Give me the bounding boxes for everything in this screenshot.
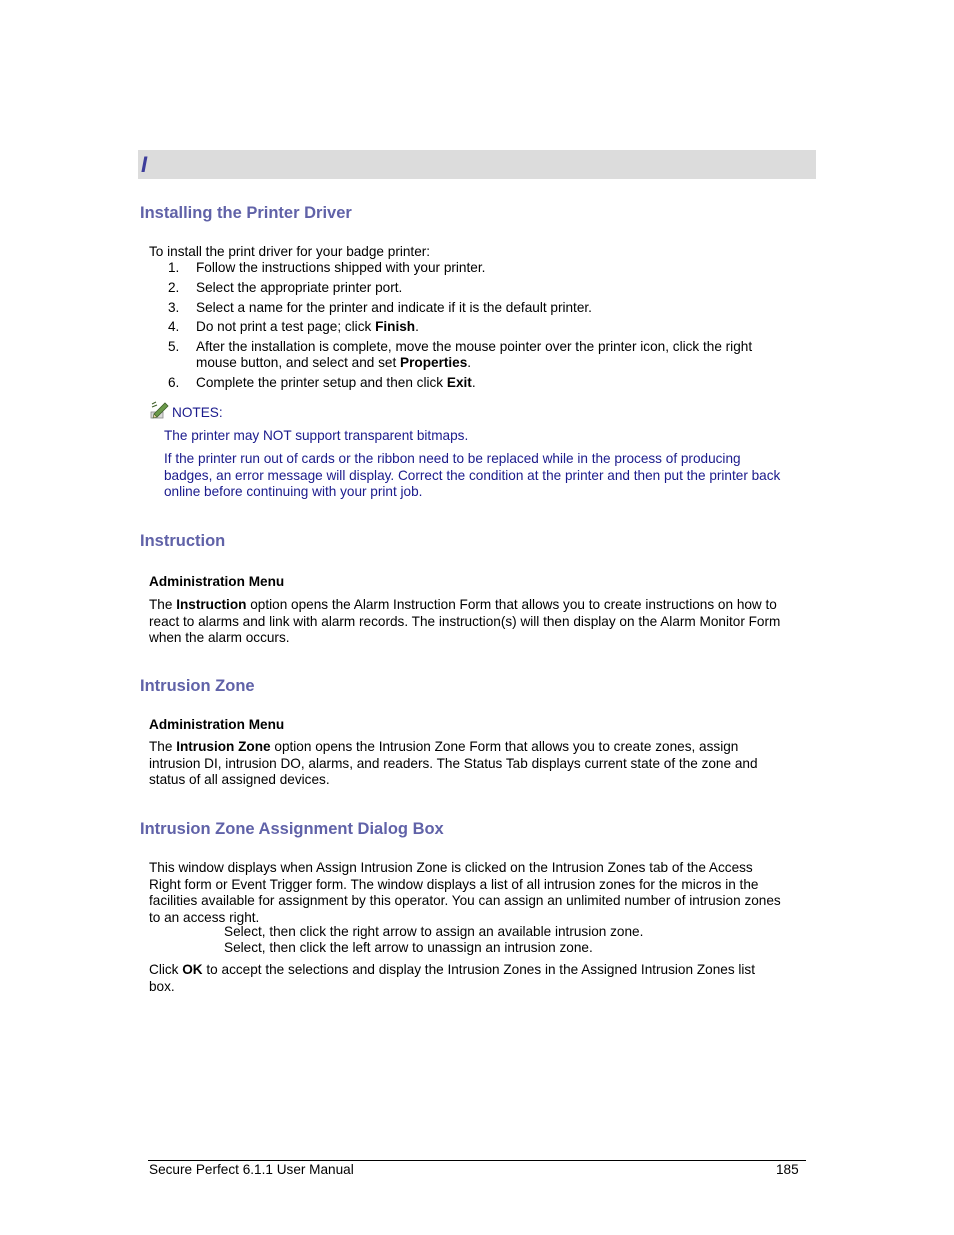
assignment-select-left: Select, then click the left arrow to unassign an intrusion zone. — [224, 940, 593, 955]
printer-heading: Installing the Printer Driver — [140, 204, 352, 222]
note-pencil-icon — [150, 400, 170, 420]
notes-label: NOTES: — [172, 405, 223, 420]
instruction-paragraph: The Instruction option opens the Alarm Instruction Form that allows you to create instructions on how to react to alarms and link with alarm records. The instruction(s) will then display on the Alarm Monitor Form when the alarm occurs. — [149, 597, 781, 645]
footer-page-number: 185 — [776, 1162, 799, 1177]
assignment-click-ok: Click OK to accept the selections and display the Intrusion Zones in the Assigned Intrusion Zones list box. — [149, 962, 756, 994]
instruction-menu: Administration Menu — [149, 574, 285, 589]
footer-title: Secure Perfect 6.1.1 User Manual — [149, 1162, 354, 1177]
instruction-heading: Instruction — [140, 532, 226, 550]
intrusion-zone-heading: Intrusion Zone — [140, 677, 255, 695]
assignment-heading: Intrusion Zone Assignment Dialog Box — [140, 820, 444, 838]
intrusion-zone-paragraph: The Intrusion Zone option opens the Intrusion Zone Form that allows you to create zones, assign intrusion DI, intrusion DO, alarms, and readers. The Status Tab displays current state of the zone and status of all assigned devices. — [149, 739, 758, 787]
list-item: 5. After the installation is complete, move the mouse pointer over the printer icon, click the right mouse button, and select and set Properties. — [168, 339, 753, 371]
footer-rule — [148, 1160, 806, 1161]
note-text: The printer may NOT support transparent bitmaps. — [164, 428, 469, 443]
section-letter-bar — [138, 150, 816, 179]
printer-intro: To install the print driver for your badge printer: — [149, 244, 431, 259]
intrusion-zone-menu: Administration Menu — [149, 717, 285, 732]
assignment-paragraph: This window displays when Assign Intrusion Zone is clicked on the Intrusion Zones tab of the Access Right form or Event Trigger form. The window displays a list of all intrusion zones for the micros in the facilities available for assignment by this operator. You can assign an unlimited number of intrusion zones to an access right. — [149, 860, 781, 925]
section-letter: I — [141, 152, 148, 177]
assignment-select-right: Select, then click the right arrow to assign an available intrusion zone. — [224, 924, 644, 939]
note-text-block: If the printer run out of cards or the ribbon need to be replaced while in the process of producing badges, an error message will display. Correct the condition at the printer and then put the printer back online before continuing with your print job. — [164, 451, 781, 499]
